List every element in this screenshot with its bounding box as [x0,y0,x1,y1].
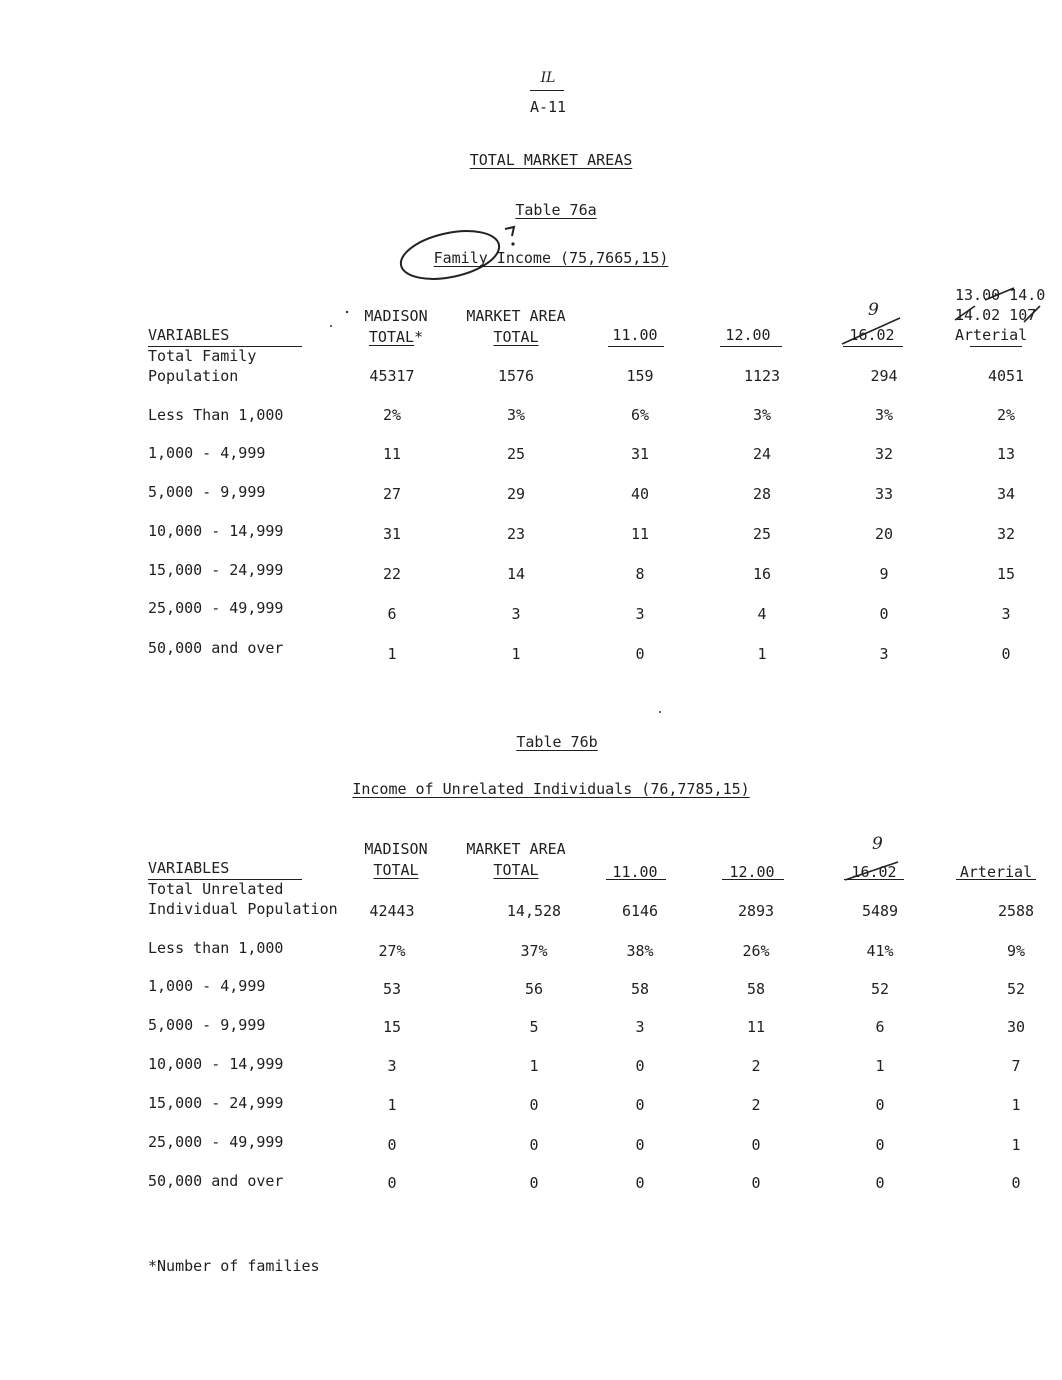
table-a-cell-r2-c1: 25 [506,445,526,463]
table-a-cell-r3-c5: 34 [996,485,1016,503]
table-b-cell-r4-c3: 2 [751,1057,761,1075]
section-title: TOTAL MARKET AREAS [469,151,633,169]
table-a-cell-r7-c5: 0 [1001,645,1011,663]
table-b-cell-r4-c0: 3 [387,1057,397,1075]
table-b-cell-r4-c2: 0 [635,1057,645,1075]
hand-dot-mark [511,242,514,245]
table-b-cell-r6-c1: 0 [529,1136,539,1154]
table-b-cell-r7-c5: 0 [1011,1174,1021,1192]
table-b-cell-r5-c3: 2 [751,1096,761,1114]
table-b-cell-r7-c2: 0 [635,1174,645,1192]
table-b-header-madison: MADISON TOTAL [364,840,428,879]
table-a-cell-r0-c5: 4051 [987,367,1025,385]
table-a-header-16: 16.02 [849,326,895,344]
table-b-cell-r1-c2: 38% [626,942,654,960]
table-a-row-0-label1: Total Family [148,347,257,365]
table-b-cell-r4-c1: 1 [529,1057,539,1075]
table-b-header-variables: VARIABLES [148,859,230,877]
table-a-cell-r1-c3: 3% [752,406,772,424]
table-b-cell-r7-c0: 0 [387,1174,397,1192]
table-b-cell-r3-c0: 15 [382,1018,402,1036]
table-b-cell-r3-c5: 30 [1006,1018,1026,1036]
table-a-cell-r6-c2: 3 [635,605,645,623]
table-a-cell-r3-c3: 28 [752,485,772,503]
table-b-cell-r6-c3: 0 [751,1136,761,1154]
table-a-cell-r4-c4: 20 [874,525,894,543]
table-a-cell-r4-c2: 11 [630,525,650,543]
table-b-cell-r7-c4: 0 [875,1174,885,1192]
table-b-cell-r4-c4: 1 [875,1057,885,1075]
table-b-row-4-label: 10,000 - 14,999 [148,1055,284,1073]
table-a-row-5-label: 15,000 - 24,999 [148,561,284,579]
table-b-cell-r1-c4: 41% [866,942,894,960]
table-a-cell-r3-c4: 33 [874,485,894,503]
table-a-cell-r5-c5: 15 [996,565,1016,583]
table-a-cell-r1-c4: 3% [874,406,894,424]
table-b-cell-r7-c3: 0 [751,1174,761,1192]
table-a-cell-r1-c2: 6% [630,406,650,424]
table-a-header-11: 11.00 [612,326,658,344]
hand-caret-mark [505,227,514,236]
table-b-row-2-label: 1,000 - 4,999 [148,977,266,995]
table-a-row-0-label2: Population [148,367,239,385]
table-b-cell-r2-c5: 52 [1006,980,1026,998]
table-a-cell-r4-c5: 32 [996,525,1016,543]
table-a-cell-r6-c1: 3 [511,605,521,623]
table-b-cell-r0-c3: 2893 [737,902,775,920]
table-b-cell-r2-c4: 52 [870,980,890,998]
table-b-cell-r3-c3: 11 [746,1018,766,1036]
table-a-cell-r2-c5: 13 [996,445,1016,463]
table-b-cell-r1-c0: 27% [378,942,406,960]
table-b-cell-r1-c1: 37% [520,942,548,960]
table-a-header-13: 13.00 14.0 [955,286,1046,304]
table-b-cell-r3-c2: 3 [635,1018,645,1036]
table-b-header-market: MARKET AREA TOTAL [466,840,566,879]
table-a-row-2-label: 1,000 - 4,999 [148,444,266,462]
numeral-rule [530,90,564,91]
table-a-row-3-label: 5,000 - 9,999 [148,483,266,501]
table-b-cell-r0-c2: 6146 [621,902,659,920]
table-b-cell-r5-c5: 1 [1011,1096,1021,1114]
table-a-cell-r7-c1: 1 [511,645,521,663]
table-a-cell-r0-c2: 159 [626,367,654,385]
table-a-row-4-label: 10,000 - 14,999 [148,522,284,540]
roman-numeral-mark: IL [540,70,556,86]
table-a-cell-r3-c1: 29 [506,485,526,503]
table-a-cell-r0-c4: 294 [870,367,898,385]
table-b-cell-r5-c2: 0 [635,1096,645,1114]
table-a-row-1-label: Less Than 1,000 [148,406,284,424]
table-b-cell-r6-c5: 1 [1011,1136,1021,1154]
table-b-cell-r6-c2: 0 [635,1136,645,1154]
table-a-cell-r5-c4: 9 [879,565,889,583]
table-a-cell-r6-c3: 4 [757,605,767,623]
table-b-header-12: 12.00 [729,863,775,881]
table-b-cell-r4-c5: 7 [1011,1057,1021,1075]
table-a-cell-r5-c0: 22 [382,565,402,583]
table-b-row-5-label: 15,000 - 24,999 [148,1094,284,1112]
table-a-cell-r6-c0: 6 [387,605,397,623]
table-a-cell-r1-c0: 2% [382,406,402,424]
table-a-cell-r5-c2: 8 [635,565,645,583]
table-a-cell-r1-c1: 3% [506,406,526,424]
table-a-subtitle: Family Income (75,7665,15) [433,249,669,267]
table-b-cell-r2-c1: 56 [524,980,544,998]
table-b-cell-r5-c0: 1 [387,1096,397,1114]
table-a-cell-r4-c3: 25 [752,525,772,543]
table-a-cell-r2-c0: 11 [382,445,402,463]
table-b-row-7-label: 50,000 and over [148,1172,284,1190]
table-b-hand-9: 9 [872,834,883,854]
table-b-row-1-label: Less than 1,000 [148,939,284,957]
table-a-cell-r7-c4: 3 [879,645,889,663]
table-b-title: Table 76b [516,733,598,751]
table-a-header-market: MARKET AREA TOTAL [466,307,566,346]
table-a-cell-r5-c3: 16 [752,565,772,583]
table-b-cell-r0-c1: 14,528 [506,902,562,920]
table-a-cell-r0-c0: 45317 [369,367,415,385]
table-a-cell-r0-c3: 1123 [743,367,781,385]
table-b-cell-r7-c1: 0 [529,1174,539,1192]
table-a-cell-r6-c5: 3 [1001,605,1011,623]
table-a-cell-r4-c0: 31 [382,525,402,543]
table-b-cell-r5-c4: 0 [875,1096,885,1114]
footnote: *Number of families [148,1257,320,1275]
table-b-row-3-label: 5,000 - 9,999 [148,1016,266,1034]
table-b-cell-r2-c2: 58 [630,980,650,998]
table-a-header-variables: VARIABLES [148,326,230,344]
table-a-cell-r0-c1: 1576 [497,367,535,385]
table-a-cell-r7-c2: 0 [635,645,645,663]
table-a-cell-r4-c1: 23 [506,525,526,543]
table-a-title: Table 76a [515,201,597,219]
table-a-cell-r1-c5: 2% [996,406,1016,424]
table-a-row-6-label: 25,000 - 49,999 [148,599,284,617]
table-b-row-6-label: 25,000 - 49,999 [148,1133,284,1151]
table-a-cell-r7-c0: 1 [387,645,397,663]
table-b-cell-r0-c0: 42443 [369,902,415,920]
table-a-hand-9: 9 [868,300,879,320]
table-b-cell-r3-c1: 5 [529,1018,539,1036]
table-b-cell-r2-c3: 58 [746,980,766,998]
table-a-cell-r5-c1: 14 [506,565,526,583]
table-b-header-arterial: Arterial [959,863,1033,881]
table-b-cell-r0-c4: 5489 [861,902,899,920]
table-a-cell-r3-c2: 40 [630,485,650,503]
table-b-cell-r3-c4: 6 [875,1018,885,1036]
table-a-row-7-label: 50,000 and over [148,639,284,657]
table-b-cell-r0-c5: 2588 [997,902,1035,920]
table-b-row-0-label2: Individual Population [148,900,338,918]
table-b-header-16: 16.02 [851,863,897,881]
table-a-cell-r6-c4: 0 [879,605,889,623]
table-a-header-14: 14.02 107 [955,306,1037,324]
table-a-cell-r3-c0: 27 [382,485,402,503]
table-a-cell-r2-c4: 32 [874,445,894,463]
table-b-cell-r5-c1: 0 [529,1096,539,1114]
table-b-cell-r6-c0: 0 [387,1136,397,1154]
table-a-cell-r2-c3: 24 [752,445,772,463]
table-a-cell-r7-c3: 1 [757,645,767,663]
table-a-header-madison: MADISON TOTAL* [364,307,428,346]
table-b-subtitle: Income of Unrelated Individuals (76,7785,15) [352,780,750,798]
table-a-header-arterial: Arterial [955,326,1028,344]
table-b-cell-r6-c4: 0 [875,1136,885,1154]
page-number: A-11 [529,98,567,116]
table-a-header-12: 12.00 [725,326,771,344]
table-b-header-11: 11.00 [612,863,658,881]
table-b-cell-r1-c5: 9% [1006,942,1026,960]
table-a-cell-r2-c2: 31 [630,445,650,463]
table-b-cell-r2-c0: 53 [382,980,402,998]
table-b-cell-r1-c3: 26% [742,942,770,960]
table-b-row-0-label1: Total Unrelated [148,880,284,898]
